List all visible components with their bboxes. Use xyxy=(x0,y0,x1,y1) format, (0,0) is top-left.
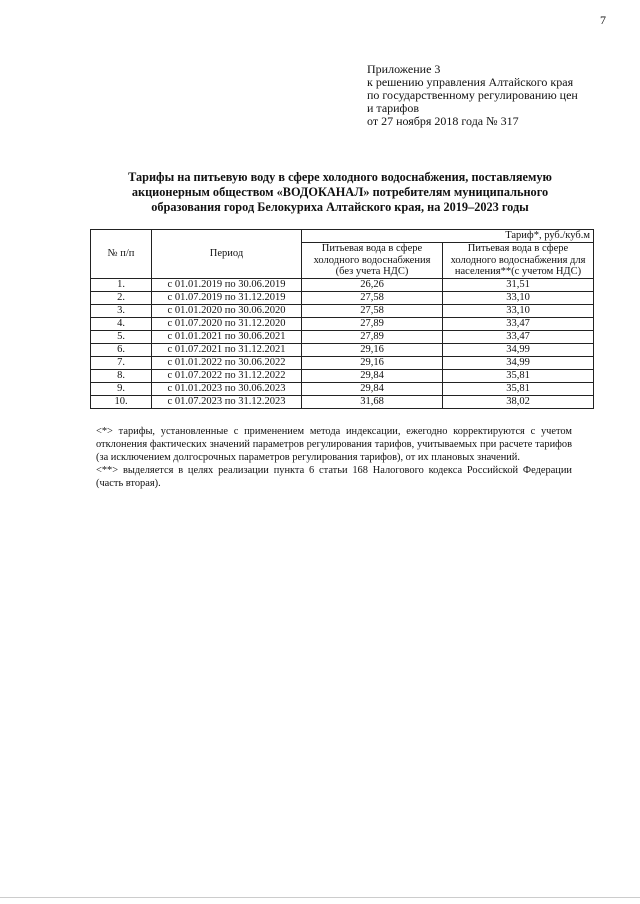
row-tariff-with-vat-cell: 35,81 xyxy=(443,369,594,382)
row-tariff-without-vat-cell: 27,58 xyxy=(302,291,443,304)
row-tariff-without-vat-cell: 29,84 xyxy=(302,382,443,395)
table-row xyxy=(91,382,594,395)
row-period-cell: с 01.01.2023 по 30.06.2023 xyxy=(152,382,302,395)
row-period-cell: с 01.07.2019 по 31.12.2019 xyxy=(152,291,302,304)
table-row xyxy=(91,395,594,408)
document-title xyxy=(70,170,610,215)
column-header-number: № п/п xyxy=(91,230,152,279)
row-tariff-without-vat-cell: 27,89 xyxy=(302,317,443,330)
title-line: акционерным обществом «ВОДОКАНАЛ» потребителям муниципального xyxy=(131,185,549,199)
page-number: 7 xyxy=(600,13,606,27)
row-number-cell: 9. xyxy=(91,382,152,395)
row-number-cell: 7. xyxy=(91,356,152,369)
footnote-1: <*> тарифы, установленные с применением метода индексации, ежегодно корректируются с учетом отклонения фактических значений параметров регулирования тарифов, учитываемых при расчете тарифов (за исключением долгосрочных параметров регулирования тарифов), от их плановых значений. xyxy=(96,426,572,463)
footnotes xyxy=(96,425,572,490)
title-line: образования город Белокуриха Алтайского края, на 2019–2023 годы xyxy=(151,200,529,214)
row-number-cell: 6. xyxy=(91,343,152,356)
row-tariff-without-vat-cell: 29,84 xyxy=(302,369,443,382)
row-tariff-with-vat-cell: 34,99 xyxy=(443,343,594,356)
column-header-with-vat: Питьевая вода в сфере холодного водоснабжения для населения**(с учетом НДС) xyxy=(443,243,594,279)
row-tariff-with-vat-cell: 33,47 xyxy=(443,330,594,343)
row-tariff-without-vat-cell: 27,89 xyxy=(302,330,443,343)
appendix-header xyxy=(367,63,578,128)
column-header-without-vat: Питьевая вода в сфере холодного водоснабжения (без учета НДС) xyxy=(302,243,443,279)
row-period-cell: с 01.07.2021 по 31.12.2021 xyxy=(152,343,302,356)
column-header-tariff: Тариф*, руб./куб.м xyxy=(302,230,594,243)
row-number-cell: 1. xyxy=(91,278,152,291)
title-line: Тарифы на питьевую воду в сфере холодного водоснабжения, поставляемую xyxy=(128,170,552,184)
row-tariff-without-vat-cell: 27,58 xyxy=(302,304,443,317)
row-number-cell: 4. xyxy=(91,317,152,330)
table-row xyxy=(91,343,594,356)
table-row xyxy=(91,291,594,304)
row-tariff-without-vat-cell: 29,16 xyxy=(302,356,443,369)
table-row xyxy=(91,330,594,343)
row-tariff-without-vat-cell: 29,16 xyxy=(302,343,443,356)
row-tariff-without-vat-cell: 31,68 xyxy=(302,395,443,408)
appendix-line: Приложение 3 xyxy=(367,62,441,76)
appendix-line: и тарифов xyxy=(367,101,420,115)
scan-bottom-edge xyxy=(0,897,640,898)
appendix-line: по государственному регулированию цен xyxy=(367,88,578,102)
row-period-cell: с 01.07.2022 по 31.12.2022 xyxy=(152,369,302,382)
row-tariff-with-vat-cell: 33,10 xyxy=(443,291,594,304)
row-tariff-with-vat-cell: 38,02 xyxy=(443,395,594,408)
appendix-line: к решению управления Алтайского края xyxy=(367,75,574,89)
row-period-cell: с 01.01.2020 по 30.06.2020 xyxy=(152,304,302,317)
row-period-cell: с 01.01.2019 по 30.06.2019 xyxy=(152,278,302,291)
row-period-cell: с 01.07.2020 по 31.12.2020 xyxy=(152,317,302,330)
table-row xyxy=(91,356,594,369)
table-row xyxy=(91,278,594,291)
row-number-cell: 8. xyxy=(91,369,152,382)
row-tariff-with-vat-cell: 33,10 xyxy=(443,304,594,317)
row-number-cell: 3. xyxy=(91,304,152,317)
row-number-cell: 5. xyxy=(91,330,152,343)
row-tariff-with-vat-cell: 33,47 xyxy=(443,317,594,330)
table-row xyxy=(91,369,594,382)
row-period-cell: с 01.07.2023 по 31.12.2023 xyxy=(152,395,302,408)
row-tariff-with-vat-cell: 31,51 xyxy=(443,278,594,291)
appendix-line: от 27 ноября 2018 года № 317 xyxy=(367,114,519,128)
row-tariff-with-vat-cell: 35,81 xyxy=(443,382,594,395)
row-tariff-without-vat-cell: 26,26 xyxy=(302,278,443,291)
table-row xyxy=(91,317,594,330)
row-period-cell: с 01.01.2022 по 30.06.2022 xyxy=(152,356,302,369)
tariff-table xyxy=(90,229,594,409)
footnote-2: <**> выделяется в целях реализации пункта 6 статьи 168 Налогового кодекса Российской Федерации (часть вторая). xyxy=(96,465,572,489)
row-tariff-with-vat-cell: 34,99 xyxy=(443,356,594,369)
table-row xyxy=(91,304,594,317)
row-period-cell: с 01.01.2021 по 30.06.2021 xyxy=(152,330,302,343)
row-number-cell: 10. xyxy=(91,395,152,408)
row-number-cell: 2. xyxy=(91,291,152,304)
column-header-period: Период xyxy=(152,230,302,279)
